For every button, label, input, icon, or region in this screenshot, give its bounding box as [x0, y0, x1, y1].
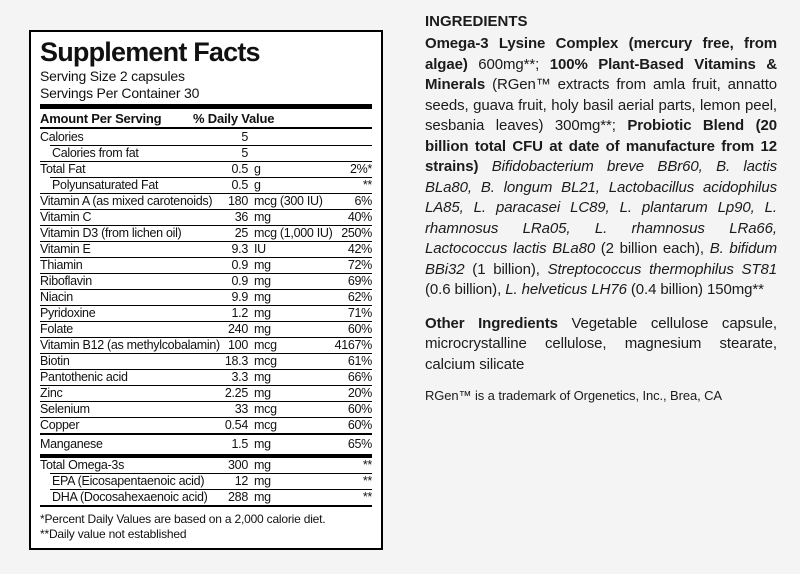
- nutrient-amount-unit: IU: [254, 242, 266, 256]
- table-row: [40, 178, 372, 193]
- nutrient-amount-value: 288: [228, 490, 248, 504]
- nutrient-amount-unit: mg: [254, 458, 271, 472]
- panel-title: Supplement Facts: [40, 37, 260, 67]
- servings-per-container: Servings Per Container 30: [40, 85, 200, 101]
- nutrient-daily-value: 6%: [354, 194, 372, 208]
- nutrient-daily-value: **: [362, 490, 372, 504]
- nutrient-daily-value: 4167%: [334, 338, 372, 352]
- nutrient-amount-value: 5: [241, 146, 248, 160]
- nutrient-name: Calories: [40, 130, 84, 144]
- nutrient-name: Vitamin E: [40, 242, 91, 256]
- footnote-divider: [40, 505, 372, 507]
- nutrient-amount-unit: mg: [254, 210, 271, 224]
- nutrient-amount-unit: g: [254, 178, 261, 192]
- nutrient-amount-value: 9.9: [231, 290, 248, 304]
- nutrient-daily-value: 60%: [347, 322, 372, 336]
- nutrient-amount-unit: mg: [254, 386, 271, 400]
- nutrient-daily-value: **: [362, 474, 372, 488]
- table-row: [40, 402, 372, 417]
- nutrient-amount-unit: mg: [254, 290, 271, 304]
- nutrient-amount-value: 3.3: [231, 370, 248, 384]
- ingredients-column: [425, 12, 777, 404]
- thick-divider: [40, 104, 372, 109]
- table-row: [40, 258, 372, 273]
- nutrient-name: Vitamin A (as mixed carotenoids): [40, 194, 213, 208]
- nutrient-name: Pantothenic acid: [40, 370, 128, 384]
- column-amount-per-serving: Amount Per Serving: [40, 111, 162, 126]
- nutrient-amount-value: 0.5: [231, 178, 248, 192]
- nutrient-name: Niacin: [40, 290, 73, 304]
- nutrient-daily-value: 42%: [347, 242, 372, 256]
- nutrient-amount-value: 0.9: [231, 258, 248, 272]
- table-row: [40, 210, 372, 225]
- nutrient-amount-value: 300: [228, 458, 248, 472]
- nutrient-amount-unit: mcg (1,000 IU): [254, 226, 333, 240]
- nutrient-amount-unit: mcg: [254, 338, 277, 352]
- footnote-not-established: **Daily value not established: [40, 527, 187, 541]
- nutrient-name: Total Fat: [40, 162, 86, 176]
- nutrient-amount-value: 0.5: [231, 162, 248, 176]
- table-row: [40, 274, 372, 289]
- table-row: [40, 338, 372, 353]
- ingredients-paragraph: Omega-3 Lysine Complex (mercury free, from algae) 600mg**; 100% Plant-Based Vitamins & Minerals (RGen™ extracts from amla fruit, annatto seeds, guava fruit, holy basil aerial parts, lemon peel, sesbania leaves) 300mg**; Probiotic Blend (20 billion total CFU at date of manufacture from 12 strains) Bifidobacterium breve BBr60, B. lactis BLa80, B. longum BL21, Lactobacillus acidophilus LA85, L. paracasei LC89, L. plantarum Lp90, L. rhamnosus LRa05, L. rhamnosus LRa66, Lactococcus lactis BLa80 (2 billion each), B. bifidum BBi32 (1 billion), Streptococcus thermophilus ST81 (0.6 billion), L. helveticus LH76 (0.4 billion) 150mg**: [425, 35, 778, 298]
- nutrient-amount-unit: mg: [254, 490, 271, 504]
- nutrient-amount-value: 12: [234, 474, 248, 488]
- nutrient-amount-unit: mcg (300 IU): [254, 194, 323, 208]
- nutrient-daily-value: 60%: [347, 402, 372, 416]
- other-ingredients-paragraph: Other Ingredients Vegetable cellulose capsule, microcrystalline cellulose, magnesium stearate, calcium silicate: [425, 314, 777, 373]
- nutrient-amount-value: 0.54: [224, 418, 248, 432]
- serving-size: Serving Size 2 capsules: [40, 68, 185, 84]
- table-row: [40, 290, 372, 305]
- nutrient-name: Zinc: [40, 386, 63, 400]
- nutrient-daily-value: 69%: [347, 274, 372, 288]
- nutrient-name: Selenium: [40, 402, 90, 416]
- nutrient-amount-value: 5: [241, 130, 248, 144]
- nutrient-amount-unit: mg: [254, 370, 271, 384]
- table-header: [40, 111, 372, 127]
- nutrient-daily-value: 250%: [341, 226, 372, 240]
- nutrient-amount-unit: mcg: [254, 418, 277, 432]
- nutrient-amount-value: 36: [234, 210, 248, 224]
- nutrient-amount-value: 100: [228, 338, 248, 352]
- nutrient-name: Total Omega-3s: [40, 458, 125, 472]
- nutrient-amount-value: 33: [234, 402, 248, 416]
- header-rule: [40, 127, 372, 129]
- table-row: [40, 162, 372, 177]
- nutrient-daily-value: 65%: [347, 437, 372, 451]
- footnote-daily-values: *Percent Daily Values are based on a 2,000 calorie diet.: [40, 512, 326, 526]
- nutrient-amount-value: 1.2: [231, 306, 248, 320]
- nutrient-daily-value: **: [362, 178, 372, 192]
- table-row: [40, 194, 372, 209]
- table-row: [40, 490, 372, 505]
- column-daily-value: % Daily Value: [193, 111, 275, 126]
- nutrient-name: Polyunsaturated Fat: [52, 178, 159, 192]
- nutrient-daily-value: 60%: [347, 418, 372, 432]
- nutrient-daily-value: 2%*: [349, 162, 372, 176]
- nutrient-name: Thiamin: [40, 258, 83, 272]
- nutrient-name: DHA (Docosahexaenoic acid): [52, 490, 208, 504]
- table-row: [40, 354, 372, 369]
- nutrient-amount-unit: mcg: [254, 354, 277, 368]
- nutrient-name: EPA (Eicosapentaenoic acid): [52, 474, 205, 488]
- supplement-facts-panel: [29, 30, 383, 550]
- table-row: [40, 418, 372, 433]
- nutrient-amount-unit: mg: [254, 474, 271, 488]
- nutrient-amount-unit: g: [254, 162, 261, 176]
- nutrient-daily-value: 20%: [347, 386, 372, 400]
- nutrient-amount-unit: mg: [254, 322, 271, 336]
- nutrient-name: Biotin: [40, 354, 70, 368]
- nutrient-daily-value: 40%: [347, 210, 372, 224]
- nutrient-amount-value: 25: [234, 226, 248, 240]
- nutrient-amount-value: 1.5: [231, 437, 248, 451]
- nutrient-amount-value: 180: [228, 194, 248, 208]
- nutrient-amount-unit: mcg: [254, 402, 277, 416]
- nutrient-amount-value: 9.3: [231, 242, 248, 256]
- nutrient-name: Pyridoxine: [40, 306, 96, 320]
- nutrient-amount-unit: mg: [254, 306, 271, 320]
- nutrient-daily-value: **: [362, 458, 372, 472]
- nutrient-amount-unit: mg: [254, 437, 271, 451]
- table-row: [40, 226, 372, 241]
- table-row: [40, 130, 372, 145]
- table-row: [40, 386, 372, 401]
- nutrient-name: Vitamin D3 (from lichen oil): [40, 226, 182, 240]
- ingredients-heading: INGREDIENTS: [425, 13, 528, 30]
- nutrient-daily-value: 62%: [347, 290, 372, 304]
- table-row: [40, 242, 372, 257]
- nutrient-name: Riboflavin: [40, 274, 92, 288]
- nutrient-name: Vitamin C: [40, 210, 92, 224]
- nutrient-name: Copper: [40, 418, 80, 432]
- nutrient-name: Calories from fat: [52, 146, 139, 160]
- table-row: [40, 322, 372, 337]
- table-row: [40, 306, 372, 321]
- nutrient-amount-value: 2.25: [224, 386, 248, 400]
- nutrient-daily-value: 72%: [347, 258, 372, 272]
- nutrient-name: Manganese: [40, 437, 103, 451]
- nutrient-amount-unit: mg: [254, 274, 271, 288]
- table-row: [40, 370, 372, 385]
- nutrient-amount-value: 240: [228, 322, 248, 336]
- nutrient-daily-value: 61%: [347, 354, 372, 368]
- nutrient-amount-value: 0.9: [231, 274, 248, 288]
- table-row: [40, 474, 372, 489]
- nutrient-name: Vitamin B12 (as methylcobalamin): [40, 338, 220, 352]
- table-row: [40, 146, 372, 161]
- trademark-note: RGen™ is a trademark of Orgenetics, Inc., Brea, CA: [425, 388, 723, 403]
- nutrient-daily-value: 71%: [347, 306, 372, 320]
- table-row: [40, 435, 372, 454]
- nutrient-amount-value: 18.3: [224, 354, 248, 368]
- nutrient-amount-unit: mg: [254, 258, 271, 272]
- footnotes: [40, 512, 372, 542]
- nutrient-name: Folate: [40, 322, 73, 336]
- nutrient-daily-value: 66%: [347, 370, 372, 384]
- table-row: [40, 458, 372, 473]
